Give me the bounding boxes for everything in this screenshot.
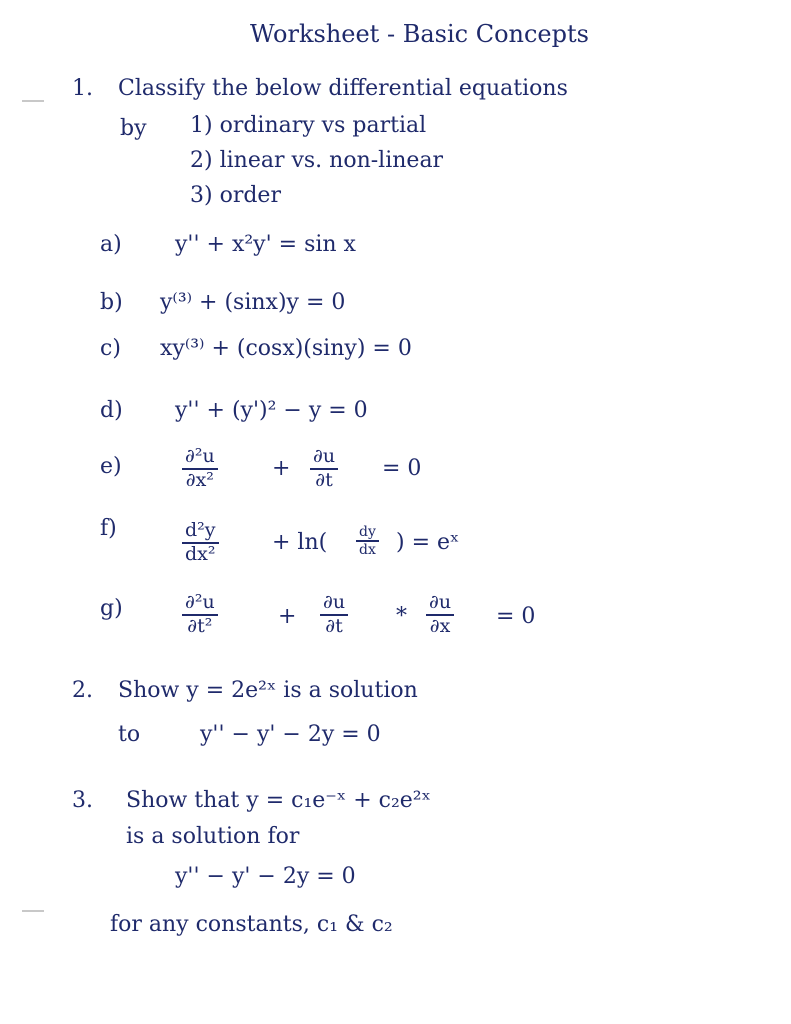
q3-line2: is a solution for xyxy=(126,824,300,849)
scan-mark xyxy=(22,910,44,912)
eq-g-star: * xyxy=(396,604,407,629)
eq-g-num3: ∂u xyxy=(429,591,452,613)
q3-line4: for any constants, c₁ & c₂ xyxy=(110,912,393,937)
eq-d: y'' + (y')² − y = 0 xyxy=(175,398,368,423)
eq-b-label: b) xyxy=(100,290,123,315)
eq-f-middle: + ln( xyxy=(272,530,328,555)
eq-e-den1: ∂x² xyxy=(185,468,214,491)
eq-g-den3: ∂x xyxy=(429,614,451,637)
eq-g-den2: ∂t xyxy=(325,614,343,637)
page-title: Worksheet - Basic Concepts xyxy=(250,20,589,48)
eq-b: y⁽³⁾ + (sinx)y = 0 xyxy=(160,290,346,315)
eq-g-num1: ∂²u xyxy=(185,591,215,613)
eq-f-fraction-1 xyxy=(182,520,219,566)
eq-f-den2: dx xyxy=(359,542,376,559)
eq-f-num2: dy xyxy=(359,524,376,540)
q2-equation: y'' − y' − 2y = 0 xyxy=(200,722,381,747)
q2-number: 2. xyxy=(72,678,93,703)
eq-d-label: d) xyxy=(100,398,123,423)
eq-f-num1: d²y xyxy=(185,519,216,541)
eq-e-fraction-2 xyxy=(310,446,338,492)
eq-g-label: g) xyxy=(100,596,123,621)
q1-criterion-1: 1) ordinary vs partial xyxy=(190,113,427,138)
eq-f-den1: dx² xyxy=(185,542,216,565)
q1-criterion-3: 3) order xyxy=(190,183,281,208)
eq-g-plus: + xyxy=(278,604,297,629)
eq-e-label: e) xyxy=(100,454,122,479)
q1-intro: Classify the below differential equations xyxy=(118,76,568,101)
q3-line1: Show that y = c₁e⁻ˣ + c₂e²ˣ xyxy=(126,788,431,813)
eq-g-rhs: = 0 xyxy=(496,604,536,629)
eq-e-num2: ∂u xyxy=(313,445,336,467)
scan-mark xyxy=(22,100,44,102)
eq-g-num2: ∂u xyxy=(323,591,346,613)
eq-e-num1: ∂²u xyxy=(185,445,215,467)
eq-e-rhs: = 0 xyxy=(382,456,422,481)
q1-by: by xyxy=(120,116,147,141)
eq-f-label: f) xyxy=(100,516,117,541)
q3-equation: y'' − y' − 2y = 0 xyxy=(175,864,356,889)
q1-number: 1. xyxy=(72,76,93,101)
q1-criterion-2: 2) linear vs. non-linear xyxy=(190,148,444,173)
q2-to: to xyxy=(118,722,141,747)
eq-c: xy⁽³⁾ + (cosx)(siny) = 0 xyxy=(160,336,412,361)
q3-number: 3. xyxy=(72,788,93,813)
eq-e-den2: ∂t xyxy=(315,468,333,491)
eq-g-fraction-2 xyxy=(320,592,348,638)
eq-g-den1: ∂t² xyxy=(187,614,213,637)
eq-a: y'' + x²y' = sin x xyxy=(175,232,356,257)
eq-a-label: a) xyxy=(100,232,122,257)
eq-g-fraction-3 xyxy=(426,592,454,638)
eq-f-fraction-2 xyxy=(356,524,379,558)
eq-f-rhs: ) = eˣ xyxy=(396,530,460,555)
eq-e-fraction-1 xyxy=(182,446,218,492)
eq-g-fraction-1 xyxy=(182,592,218,638)
q2-line1: Show y = 2e²ˣ is a solution xyxy=(118,678,418,703)
eq-e-plus: + xyxy=(272,456,291,481)
eq-c-label: c) xyxy=(100,336,121,361)
